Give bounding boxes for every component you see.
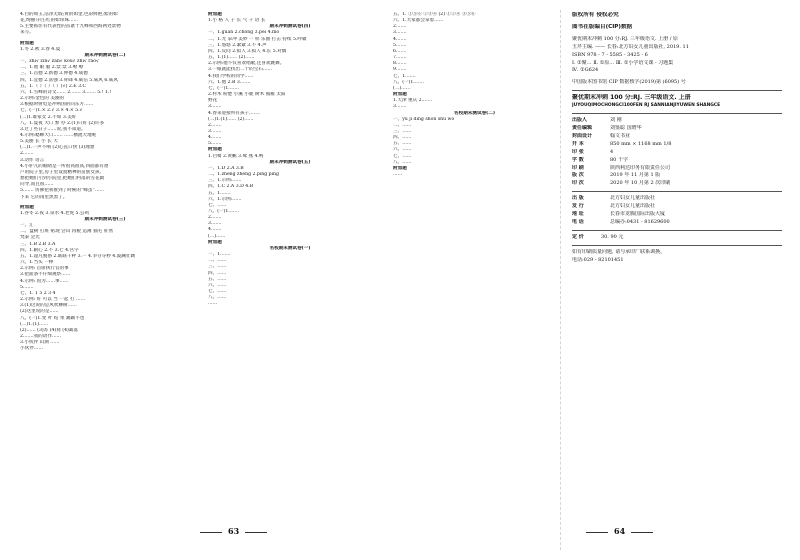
answer-line: 想把她们引到小院里,把她们村落的雪花做: [20, 176, 105, 182]
answer-line: 二、1.zhēng zhèng 2.pīng pìng: [208, 172, 279, 178]
answer-line: 六、1.示例:……: [208, 196, 242, 202]
cip-line: Ⅰ. ①聚… Ⅱ. ①原… Ⅲ. ①小学语文课 - 习题集: [572, 59, 674, 66]
answer-line: 七、……: [208, 289, 227, 295]
section-heading: 附加题: [208, 12, 222, 17]
page-number-63: 63: [228, 526, 240, 536]
answer-line: 3.……: [208, 104, 222, 110]
answer-line: 七、……: [208, 202, 227, 208]
info-row: [572, 149, 782, 157]
info-value: 总编办:0431 - 81629600: [610, 218, 670, 225]
answer-line: 3.小伙伴 山涧 ……: [20, 340, 60, 346]
answer-line: 四、……: [208, 270, 227, 276]
answer-line: 1.谷冬 2.夜 3.泉水 4.老虎 5.公鸡: [20, 210, 90, 216]
answer-line: 六、1.他 2.B 3.……: [208, 79, 251, 85]
answer-line: 3.把面条不仔细观察……: [20, 272, 71, 278]
info-value: 4: [610, 148, 614, 155]
page-number-right: [580, 526, 659, 536]
cip-line: Ⅳ. ①G624: [572, 67, 599, 74]
cip-block: [572, 36, 782, 87]
answer-line: 5.美丽 长 小 长 大: [20, 139, 58, 145]
answer-line: ……: [208, 301, 218, 307]
answer-line: 八、……: [393, 159, 412, 165]
answer-line: 八、1.夏夜 大口 繁 办 2.(1)只好 (2)许多: [20, 120, 105, 126]
divider-line: [572, 90, 782, 91]
answer-line: 一、zhī√ zǐn√ zān√ kōu√ zhì√ rǎo√: [20, 59, 99, 65]
answer-line: 1.冬 2.秋 3.春 4.夏: [20, 46, 61, 52]
answer-line: 六、1.当头 一棒: [20, 260, 54, 266]
answer-line: 来写。: [20, 30, 34, 36]
info-row: [572, 211, 782, 219]
answer-line: 4.春来迎接所有孩子,……: [208, 110, 260, 116]
answer-line: 4.……: [208, 227, 222, 233]
answer-line: 4.示例:蟋蟀大口…… ……横流大地呢: [20, 132, 97, 138]
answer-line: (2)…… (3)苏 (4)窝 (4)篱落: [20, 327, 78, 333]
answer-line: 五、1.超凡脱俗 2.联联千秤 3.一 4.争分夺秒 4.波澜壮阔: [20, 253, 136, 259]
section-heading: 期末冲刺测试卷(三): [84, 217, 126, 222]
answer-line: 5.……: [393, 42, 407, 48]
info-value: 80 千字: [610, 156, 628, 163]
answer-line: 2.……: [208, 122, 222, 128]
answer-line: 五、1.……: [208, 190, 231, 196]
answer-line: 八、……: [208, 295, 227, 301]
answer-line: 户的院子里,房子里设置精神的苗族女孩,: [20, 169, 102, 175]
info-row: [572, 180, 782, 188]
answer-line: 五、……: [393, 141, 412, 147]
answer-line: 向导,而且很……: [20, 182, 54, 188]
info-value: 刘 刚: [610, 117, 622, 124]
info-row: [572, 165, 782, 173]
info-value: 长春市龙腾国际出版大厦: [610, 211, 666, 218]
answer-line: 二、1.尤 拿冲 美妙 一 样 乐曲 打击 持续 5.呼啸: [208, 36, 307, 42]
answer-line: 五、1.(1)…… (2)……: [208, 55, 255, 61]
answer-line: 3.动作 语言: [20, 157, 45, 163]
section-heading: 附加题: [20, 40, 34, 46]
answer-line: 6.……: [393, 48, 407, 54]
info-label: 印 次: [572, 180, 584, 187]
answer-line: 1.小 格 人 子 长 气 千 语 长: [208, 18, 266, 24]
answer-line: 3.根据时射电是冲利国的向东方……: [20, 102, 94, 108]
answer-line: 3.……: [393, 104, 407, 110]
info-label: 电 话: [572, 218, 584, 225]
answer-line: 五、……: [208, 276, 227, 282]
answer-line: 8.……: [393, 61, 407, 67]
answer-line: 7.……: [393, 55, 407, 61]
answer-line: 四、……: [393, 135, 412, 141]
cip-heading: 图书在版编目(CIP)数据: [572, 23, 633, 30]
info-row: [572, 117, 782, 125]
answer-line: 2.示例:他不仅喜欢唱歌,还喜欢跳舞。: [208, 61, 285, 67]
answer-line: (二)1.(1)……: [20, 321, 49, 327]
section-heading: 附加题: [393, 92, 407, 98]
answer-line: 1.天津 重庆 2.……: [393, 98, 433, 104]
quality-notice: 如有印刷质量问题, 请与承印厂联系调换。: [572, 248, 666, 255]
answer-line: (二)……: [393, 85, 411, 91]
section-heading: 附加题: [393, 165, 407, 171]
answer-line: 四、1.宜德 2.富强 3.骨碌 4.威信 5.威风 6.威风: [20, 77, 118, 83]
info-label: 印 刷: [572, 164, 584, 171]
section-heading: 名校期末测试卷(一): [269, 245, 311, 251]
book-title: 聚优期末冲刺 100 分:RJ. 三年级语文. 上册: [572, 94, 691, 102]
answer-line: 3.……: [393, 30, 407, 36]
answer-line: 3.过了些日子……说,我不知道。: [20, 126, 86, 132]
answer-line: 二、盘树 打班 贴现 尝山 再税 造薄 插毛 肝然: [20, 229, 113, 235]
answer-line: 2.示例: 好 可以 当 一起 打 ……: [20, 297, 86, 303]
section-heading: 附加题: [208, 147, 222, 153]
info-value: 翰文书业: [610, 132, 631, 139]
answer-line: 5.主要抓住有代表性的苗寨十九峰和西海两处景物: [20, 24, 121, 30]
answer-line: 五、1.（ ）（ ）（ ）(√) 2.E 3.C: [20, 83, 86, 89]
book-title-pinyin: JUYOUQIMOCHONGCI100FEN RJ SANNIANJIYUWEN SHANGCE: [572, 103, 721, 109]
answer-line: 花,绚丽夺目;红的如珍珠……: [20, 18, 79, 24]
answer-line: 野花: [208, 98, 218, 104]
price-row: [572, 234, 782, 242]
page-number-left: [194, 526, 273, 536]
answer-line: 八、(一)1.变 叶 结 果 踢踢不也: [20, 315, 85, 321]
answer-line: 1.白鹭 2.黄鹂 3.鹭 燕 4.鸭: [208, 153, 264, 159]
section-heading: 名校期末测试卷(二): [454, 110, 495, 116]
answer-line: 六、……: [208, 282, 227, 288]
info-label: 地 址: [572, 211, 584, 218]
answer-line: 三、1.悠悠 2.紧紧 3.不 4.声: [208, 42, 267, 48]
answer-line: 4.示例: 因为……事……: [20, 278, 69, 284]
answer-line: 2.……: [20, 151, 34, 157]
answer-line: (二)……: [208, 233, 226, 239]
divider-line: [572, 230, 782, 231]
answer-line: 三、……: [208, 264, 227, 270]
info-row: [572, 219, 782, 227]
answer-line: 七、(一)1.……: [208, 85, 239, 91]
divider-line: [572, 191, 782, 192]
answer-line: 2.……: [208, 215, 222, 221]
answer-line: 4.……: [393, 36, 407, 42]
answer-line: 2.村木 粉楚 小溪 小鹿 树木 熊雁 太阳: [208, 92, 286, 98]
answer-line: 下来 它的雨里黑黑了。: [20, 194, 68, 200]
answer-line: 二、1.他 眼 服 2.禁 禁 3.嘹 嘹: [20, 65, 84, 71]
answer-line: 小伙伴……: [20, 346, 43, 352]
answer-line: 三、……: [393, 128, 412, 134]
answer-line: 一、1.D 2.A 3.B: [208, 165, 244, 171]
info-value: 北方妇女儿童出版社: [610, 203, 656, 210]
answer-line: (二)1.谁家女 2.不如 3.美好: [20, 114, 77, 120]
answer-column-2: [208, 12, 372, 520]
price-value: 30. 90 元: [600, 233, 624, 240]
page-fold-divider: [560, 10, 561, 550]
section-heading: 期末冲刺测试卷(四): [269, 24, 311, 30]
section-heading: 附加题: [208, 239, 222, 245]
page-number-64: 64: [614, 526, 626, 536]
divider-line: [572, 245, 782, 246]
info-row: [572, 125, 782, 133]
answer-line: 3.……: [208, 221, 222, 227]
answer-line: 5.…… 仿佛把我推到了时候的“蜂茧”……: [20, 188, 105, 194]
answer-line: 一、yú jǐ dǐng shōn shū wǒ: [393, 116, 455, 122]
info-label: 字 数: [572, 156, 584, 163]
info-value: 陕西利达印务有限责任公司: [610, 164, 671, 171]
answer-line: 3.……: [208, 128, 222, 134]
info-row: [572, 195, 782, 203]
answer-line: 5.……: [20, 284, 34, 290]
answer-line: 八、(一)1.……: [393, 79, 424, 85]
cip-line: 聚优期末冲刺 100 分:RJ. 三年级语文. 上册 / 原: [572, 35, 679, 42]
info-value: 刘鉴聪 国增华: [610, 124, 642, 131]
answer-line: 七、1.……: [393, 73, 416, 79]
copyright-column: [572, 12, 782, 520]
info-label: 版 次: [572, 172, 584, 179]
info-row: [572, 157, 782, 165]
answer-line: 七、……: [393, 153, 412, 159]
price-label: 定 价: [572, 233, 584, 240]
answer-line: 4.白的如玉,洁净无瑕;黄的如金,色彩鲜艳;紫的如: [20, 12, 118, 17]
cip-line: ISBN 978 - 7 - 5585 - 3425 - 6: [572, 51, 648, 58]
answer-line: 梵泰 尝光: [20, 235, 40, 241]
answer-line: 八、(一)1.……: [208, 209, 239, 214]
answer-line: 四、1.耐心 2.不 3.七 4.宫字: [20, 247, 79, 253]
answer-column-3: [393, 12, 556, 520]
info-row: [572, 172, 782, 180]
answer-line: 三、1.示例:……: [208, 178, 242, 184]
answer-line: 4.……: [208, 135, 222, 141]
divider-line: [572, 113, 782, 114]
answer-column-1: [20, 12, 190, 520]
section-heading: 期末冲刺测试卷(五): [269, 159, 311, 165]
answer-line: 三、1.B 2.B 3.A: [20, 241, 56, 247]
answer-line: 七、(一)1.× 2.√ 3.× 4.× 5.√: [20, 108, 83, 114]
info-label: 出版人: [572, 117, 588, 124]
answer-line: 七、1. 1 5 2 3 4: [20, 290, 56, 296]
answer-line: 一、1.guàn 2.chōng 3.péi 4.mó: [208, 30, 280, 36]
answer-line: 2.……我的动作……: [20, 333, 62, 339]
publisher-info: [572, 195, 782, 227]
notice-phone: 电话:029 - 82101451: [572, 256, 624, 263]
answer-line: 二、……: [208, 258, 227, 264]
answer-line: 六、1.大家都会拿着……: [393, 18, 444, 24]
info-value: 2019 年 11 月第 1 版: [610, 172, 661, 179]
answer-line: 4.我们学校的同学……: [208, 73, 254, 79]
answer-line: 四、1.反问 2.拟人 3.拟人 4.长 5.对偶: [208, 48, 287, 54]
answer-line: 9.……: [393, 67, 407, 73]
info-label: 发 行: [572, 203, 584, 210]
answer-line: 一、1.……: [208, 252, 231, 258]
info-label: 出 版: [572, 195, 584, 202]
answer-line: 五、1. ①⑤⑥ ②③④ (2) ①②④ ③⑤⑥: [393, 12, 476, 17]
answer-line: 2.……: [393, 24, 407, 30]
answer-line: 3.一眼就能找出二十的宝石……: [208, 67, 273, 73]
answer-line: (2)这里说的是……: [20, 309, 59, 315]
answer-line: 三、1.首德 2.新德 3.伸德 4.成德: [20, 71, 88, 77]
info-label: 封面设计: [572, 132, 593, 139]
info-label: 印 张: [572, 148, 584, 155]
answer-line: 六、1.雪峰的诗文…… 2.…… 3.…… 5.! 1.!: [20, 89, 112, 95]
section-heading: 期末冲刺测试卷(二): [84, 52, 126, 58]
answer-line: 二、……: [393, 122, 412, 128]
answer-line: 3.(1)这说的是风吹柳树……: [20, 303, 77, 309]
answer-line: 六、……: [393, 147, 412, 153]
info-value: 850 mm × 1168 mm 1/8: [610, 140, 672, 147]
answer-line: 5.……: [208, 141, 222, 147]
info-label: 开 本: [572, 140, 584, 147]
info-value: 北方妇女儿童出版社: [610, 195, 656, 202]
answer-line: (二)1.一声不响 (2)心直口快 (3)理想: [20, 145, 95, 151]
info-row: [572, 141, 782, 149]
answer-line: 四、1.C 2.A 3.D 4.B: [208, 184, 253, 190]
answer-line: ……: [393, 172, 403, 178]
info-label: 责任编辑: [572, 124, 593, 131]
section-heading: 附加题: [20, 204, 34, 210]
answer-line: 4.小驴儿的眼睛是一所很高很高,四面都有窗: [20, 163, 109, 169]
answer-line: 一、汇: [20, 223, 34, 229]
copyright-heading: 版权所有 侵权必究: [572, 12, 619, 18]
answer-line: 2.示例:金色的 美丽的: [20, 96, 65, 102]
publication-info: [572, 117, 782, 188]
cip-line: 中国版本图书馆 CIP 数据核字(2019)第 (6095) 号: [572, 79, 686, 86]
answer-line: (二)1.(1)…… (2)……: [208, 116, 254, 122]
cip-line: 玉芹主编. —— 长春:北方妇女儿童出版社, 2019. 11: [572, 43, 689, 50]
info-row: [572, 133, 782, 141]
answer-line: 2.示例: 首席执行官的事: [20, 266, 69, 272]
info-value: 2020 年 10 月第 2 次印刷: [610, 180, 671, 187]
info-row: [572, 203, 782, 211]
